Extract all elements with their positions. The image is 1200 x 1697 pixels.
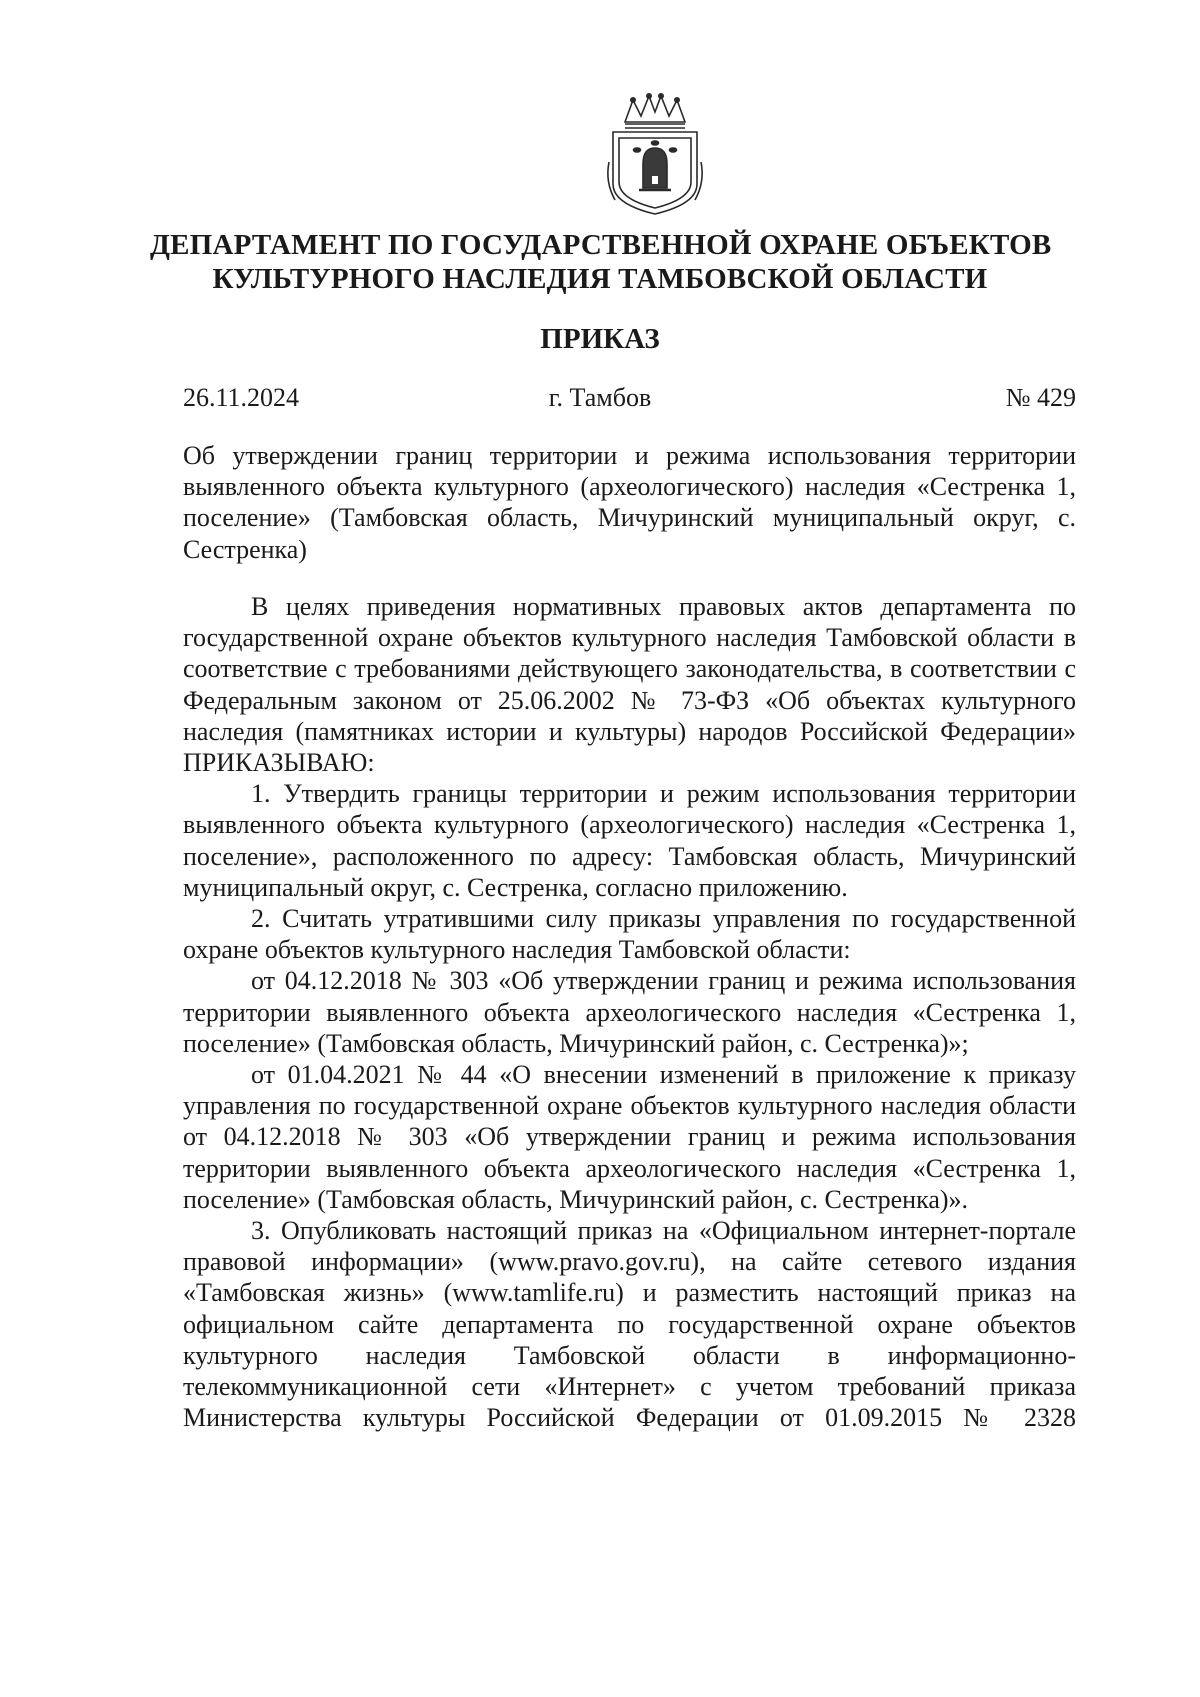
department-name-line2: КУЛЬТУРНОГО НАСЛЕДИЯ ТАМБОВСКОЙ ОБЛАСТИ [212,263,988,295]
order-number: № 429 [1005,383,1076,412]
order-subject [183,440,1076,565]
order-date: 26.11.2024 [183,383,300,412]
preamble-paragraph: В целях приведения нормативных правовых актов департамента по государственной охране объектов культурного наследия Тамбовской области в соответствие с требованиями действующего законодательства, в соответствии с Федеральным законом от 25.06.2002 № 73-ФЗ «Об объектах культурного наследия (памятниках истории и культуры) народов Российской Федерации» ПРИКАЗЫВАЮ: [183,592,1076,778]
item-2b-paragraph: от 01.04.2021 № 44 «О внесении изменений в приложение к приказу управления по государственной охране объектов культурного наследия области от 04.12.2018 № 303 «Об утверждении границ и режима использования территории выявленного объекта археологического наследия «Сестренка 1, поселение» (Тамбовская область, Мичуринский район, с. Сестренка)». [183,1060,1076,1214]
department-name-line1: ДЕПАРТАМЕНТ ПО ГОСУДАРСТВЕННОЙ ОХРАНЕ ОБЪЕКТОВ [150,229,1052,261]
item-3-paragraph: 3. Опубликовать настоящий приказ на «Официальном интернет-портале правовой информации» (www.pravo.gov.ru), на сайте сетевого издания «Тамбовская жизнь» (www.tamlife.ru) и разместить настоящий приказ на официальном сайте департамента по государственной охране объектов культурного наследия Тамбовской области в информационно-телекоммуникационной сети «Интернет» с учетом требований приказа Министерства культуры Российской Федерации от 01.09.2015 № 2328 [183,1216,1076,1433]
item-2-paragraph: 2. Считать утратившими силу приказы управления по государственной охране объектов культурного наследия Тамбовской области: [183,904,1076,965]
order-body [183,591,1076,1433]
coat-of-arms-icon [603,92,707,218]
item-1-paragraph: 1. Утвердить границы территории и режим использования территории выявленного объекта культурного (археологического) наследия «Сестренка 1, поселение», расположенного по адресу: Тамбовская область, Мичуринский муниципальный округ, с. Сестренка, согласно приложению. [183,779,1076,902]
order-city: г. Тамбов [548,383,652,412]
department-name [150,228,1050,296]
document-title: ПРИКАЗ [540,323,660,355]
order-subject-text: Об утверждении границ территории и режима использования территории выявленного объекта культурного (археологического) наследия «Сестренка 1, поселение» (Тамбовская область, Мичуринский муниципальный округ, с. Сестренка) [183,441,1076,564]
item-2a-paragraph: от 04.12.2018 № 303 «Об утверждении границ и режима использования территории выявленного объекта археологического наследия «Сестренка 1, поселение» (Тамбовская область, Мичуринский район, с. Сестренка)»; [183,966,1076,1058]
